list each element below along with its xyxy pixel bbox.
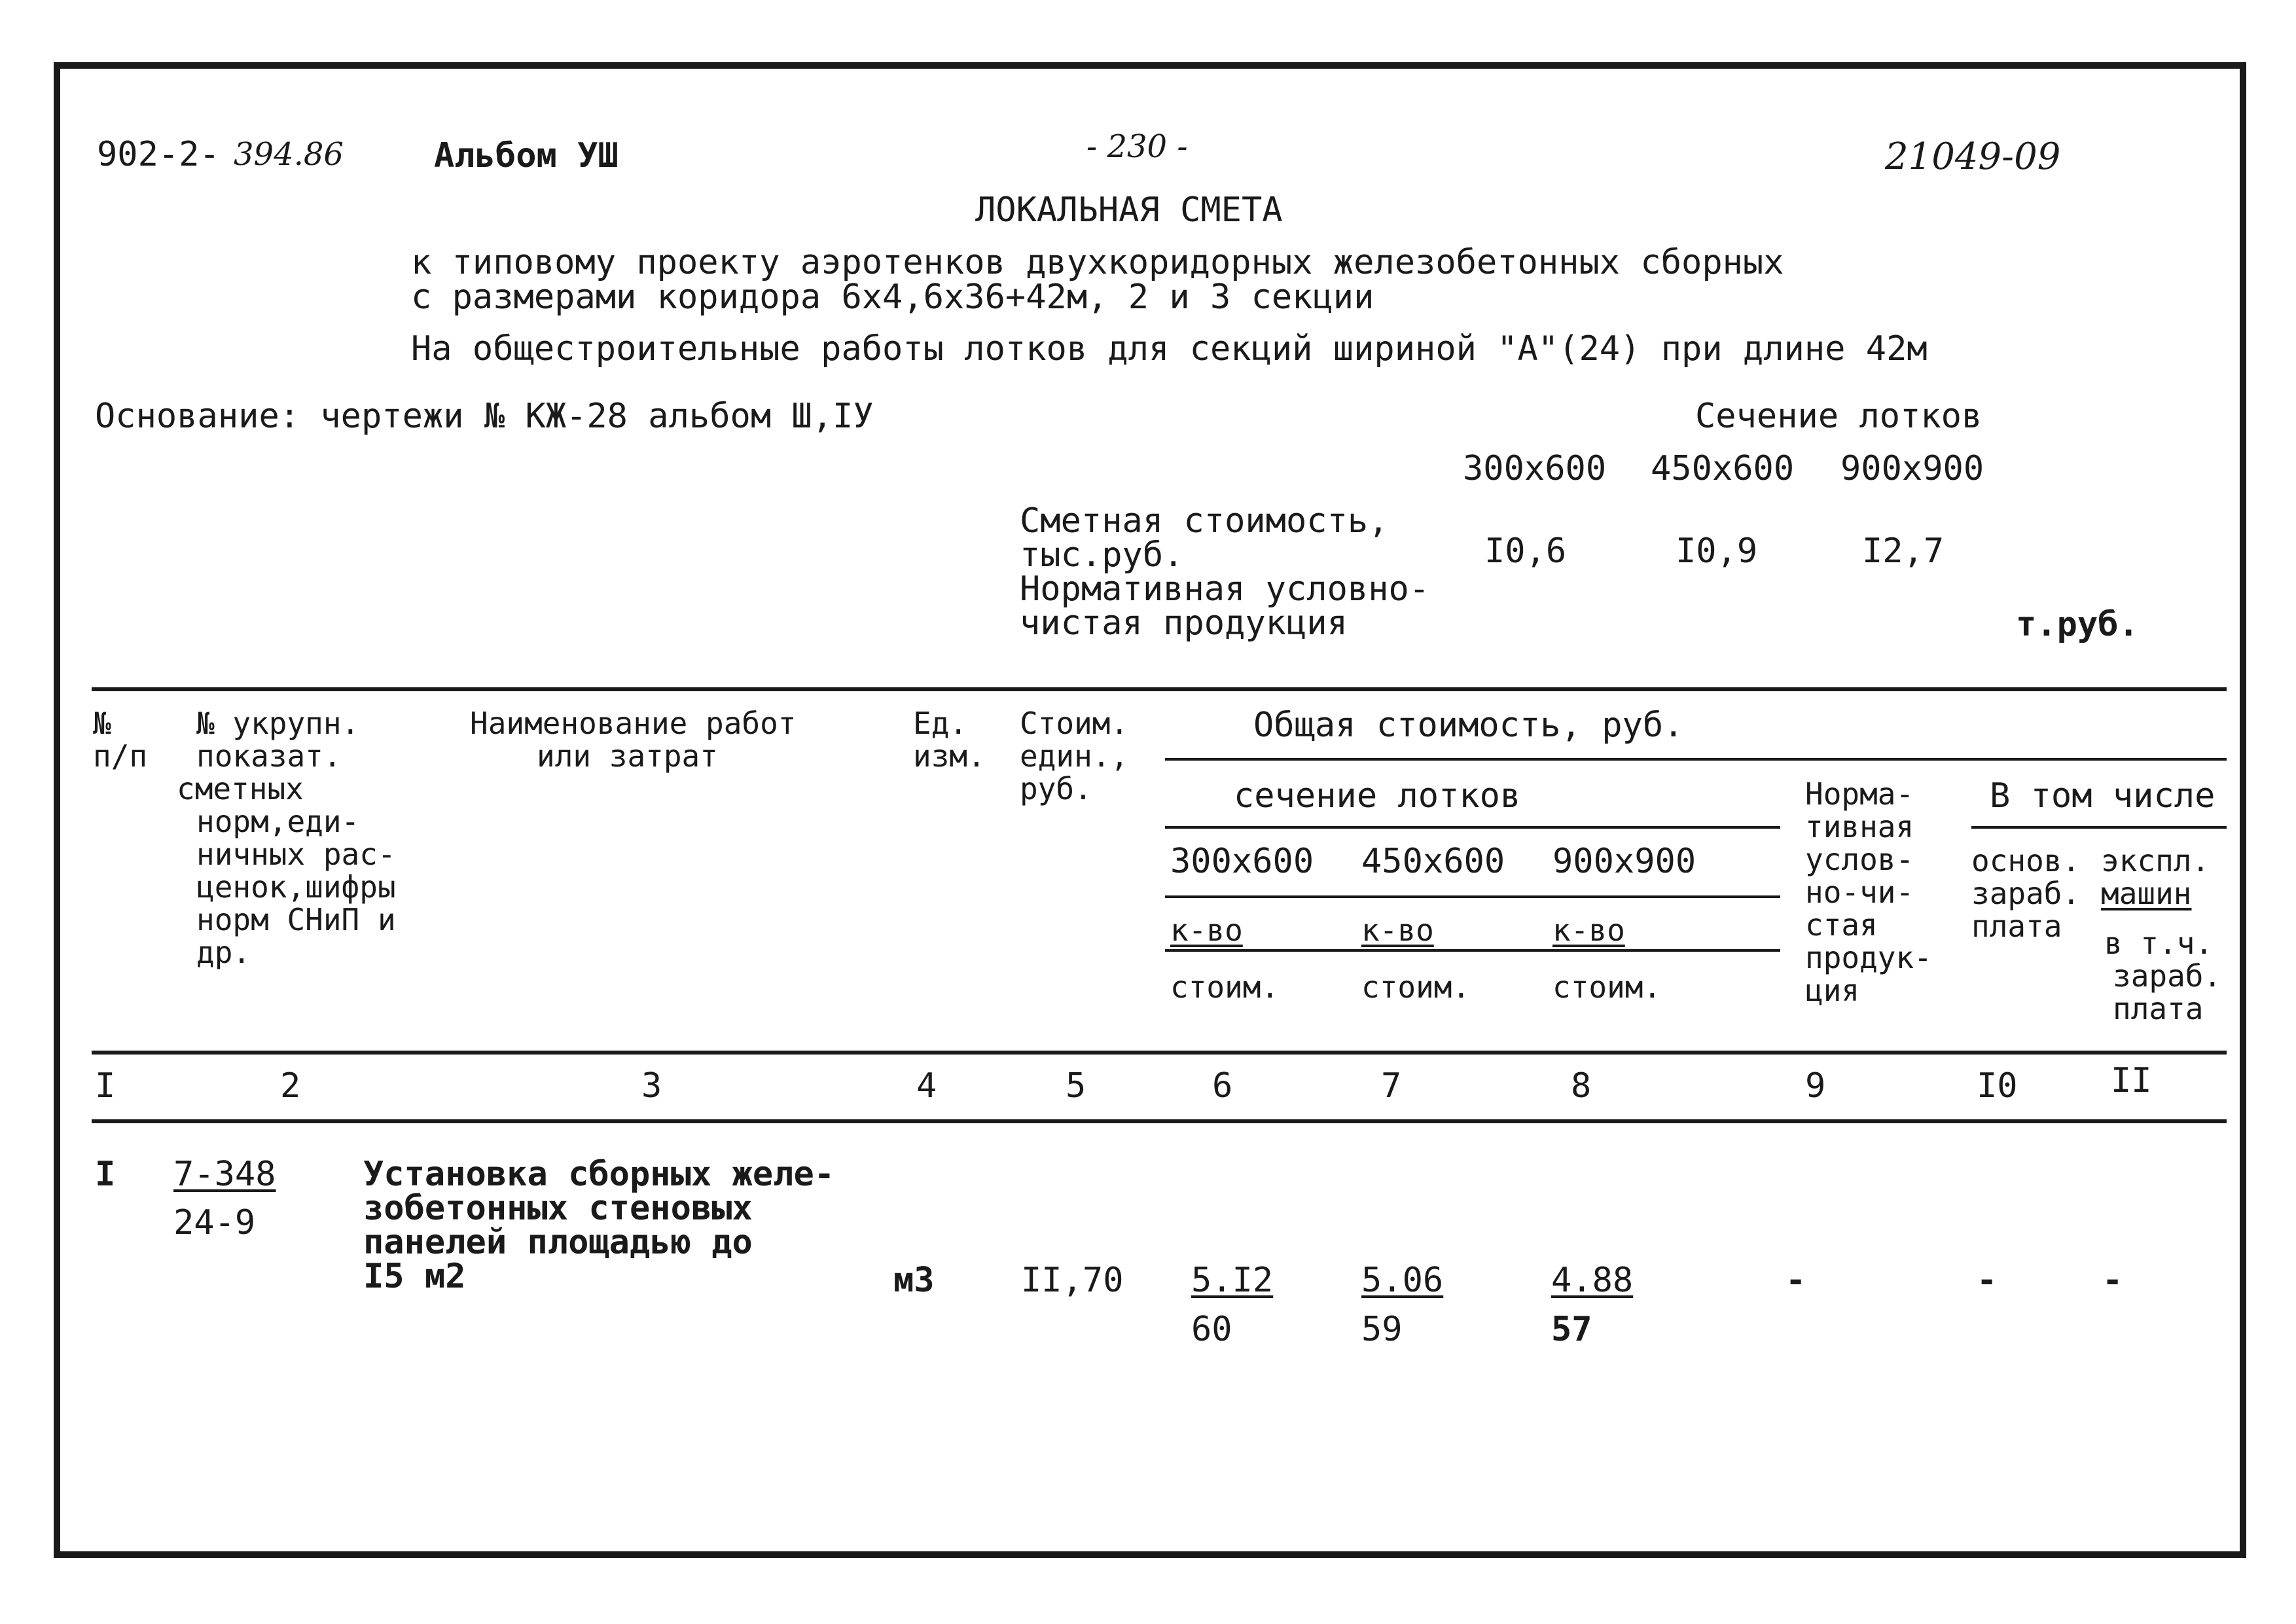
hdr-c9-line6: продук-	[1805, 940, 1932, 975]
row-name-line1: Установка сборных желе-	[363, 1155, 835, 1194]
colnum-7: 7	[1381, 1066, 1402, 1106]
hdr-c2-line2: показат.	[196, 738, 342, 774]
hdr-c2-line5: ничных рас-	[196, 837, 396, 872]
row-s1-cost: 60	[1191, 1310, 1232, 1349]
colnum-3: 3	[641, 1066, 662, 1106]
page-number: - 230 -	[1086, 128, 1188, 165]
cost-value-2: I0,9	[1676, 532, 1758, 571]
row-code-bottom: 24-9	[173, 1203, 256, 1242]
hdr-section-group-rule	[1165, 826, 1780, 829]
hdr-c10-line1: основ.	[1971, 843, 2081, 878]
hdr-bottom-rule	[92, 1051, 2227, 1055]
hdr-incl: В том числе	[1990, 776, 2215, 816]
hdr-c11-sub-line2: зараб.	[2113, 958, 2222, 994]
title-line-2: с размерами коридора 6х4,6х36+42м, 2 и 3 секции	[411, 278, 1374, 317]
basis-section-3: 900х900	[1840, 449, 1984, 488]
hdr-section-group: сечение лотков	[1234, 776, 1521, 816]
row-s1-qty: 5.I2	[1191, 1261, 1274, 1300]
hdr-c5-line2: един.,	[1020, 738, 1129, 774]
hdr-c2-line8: др.	[196, 935, 251, 970]
title-line-3: На общестроительные работы лотков для секций шириной "А"(24) при длине 42м	[411, 329, 1928, 369]
hdr-sections-rule	[1165, 895, 1780, 898]
hdr-section-2: 450х600	[1361, 842, 1505, 881]
hdr-c2-line6: ценок,шифры	[196, 869, 396, 905]
hdr-c1-line1: №	[93, 706, 111, 741]
hdr-c11-sub-line3: плата	[2113, 991, 2204, 1026]
colnum-6: 6	[1212, 1066, 1233, 1106]
table-top-rule	[92, 687, 2227, 691]
hdr-c2-line7: норм СНиП и	[196, 902, 396, 937]
hdr-total-cost: Общая стоимость, руб.	[1253, 706, 1684, 745]
series-handwritten: 394.86	[234, 136, 344, 173]
hdr-c11-line1: экспл.	[2101, 843, 2210, 878]
hdr-incl-rule	[1971, 826, 2227, 829]
norm-label-1: Нормативная условно-	[1020, 569, 1430, 609]
hdr-c3-line1: Наименование работ	[470, 706, 797, 741]
row-number: I	[95, 1155, 116, 1194]
hdr-c10-line2: зараб.	[1971, 876, 2081, 911]
row-name-line4: I5 м2	[363, 1257, 466, 1296]
row-unit: м3	[893, 1261, 935, 1300]
cost-value-3: I2,7	[1862, 532, 1945, 571]
hdr-c9-line4: но-чи-	[1805, 875, 1914, 910]
page-title: ЛОКАЛЬНАЯ СМЕТА	[975, 190, 1283, 230]
hdr-c2-line1: № укрупн.	[196, 706, 360, 741]
section-label: Сечение лотков	[1695, 397, 1982, 436]
hdr-total-cost-rule	[1165, 758, 2227, 761]
hdr-qty-1: к-во	[1170, 912, 1243, 948]
basis-section-2: 450х600	[1651, 449, 1795, 488]
title-line-1: к типовому проекту аэротенков двухкоридорных железобетонных сборных	[411, 243, 1784, 282]
hdr-c3-line2: или затрат	[537, 738, 718, 774]
row-norm: -	[1785, 1261, 1806, 1300]
hdr-c5-line1: Стоим.	[1020, 706, 1129, 741]
hdr-cost-2: стоим.	[1361, 969, 1471, 1005]
colnum-10: I0	[1977, 1066, 2018, 1106]
hdr-cost-1: стоим.	[1170, 969, 1280, 1005]
hdr-c2-line3: сметных	[177, 771, 304, 806]
hdr-qty-2: к-во	[1361, 912, 1434, 948]
series-number: 902-2-	[97, 135, 220, 174]
basis-label: Основание: чертежи № КЖ-28 альбом Ш,IУ	[95, 397, 874, 436]
cost-value-1: I0,6	[1484, 532, 1567, 571]
hdr-qty-rule	[1165, 949, 1780, 952]
norm-unit: т.руб.	[2016, 605, 2139, 644]
row-c11: -	[2102, 1261, 2123, 1300]
hdr-c11-line2: машин	[2101, 876, 2192, 911]
row-c10: -	[1977, 1261, 1998, 1300]
hdr-c10-line3: плата	[1971, 909, 2062, 944]
cost-label-1: Сметная стоимость,	[1020, 501, 1389, 541]
row-s3-cost: 57	[1551, 1310, 1592, 1349]
colnum-4: 4	[916, 1066, 937, 1106]
colnum-5: 5	[1066, 1066, 1086, 1106]
row-unit-cost: II,70	[1021, 1261, 1124, 1300]
hdr-c9-line5: стая	[1805, 907, 1878, 943]
colnum-2: 2	[280, 1066, 301, 1106]
colnum-1: I	[95, 1066, 116, 1106]
hdr-c9-line2: тивная	[1805, 809, 1914, 844]
hdr-c4-line2: изм.	[913, 738, 986, 774]
hdr-c2-line4: норм,еди-	[196, 804, 360, 839]
row-name-line2: зобетонных стеновых	[363, 1189, 753, 1228]
basis-section-1: 300х600	[1463, 449, 1607, 488]
cost-label-2: тыс.руб.	[1020, 535, 1184, 575]
hdr-c9-line1: Норма-	[1805, 776, 1914, 812]
colnum-bottom-rule	[92, 1119, 2227, 1123]
hdr-c1-line2: п/п	[93, 738, 148, 774]
hdr-c4-line1: Ед.	[913, 706, 968, 741]
row-s3-qty: 4.88	[1551, 1261, 1634, 1300]
norm-label-2: чистая продукция	[1020, 604, 1348, 643]
colnum-11: II	[2111, 1061, 2152, 1100]
hdr-c11-sub-line1: в т.ч.	[2104, 926, 2214, 961]
album-label: Альбом УШ	[434, 136, 619, 175]
document-code: 21049-09	[1885, 135, 2061, 178]
hdr-section-1: 300х600	[1170, 842, 1314, 881]
hdr-c5-line3: руб.	[1020, 771, 1092, 806]
hdr-section-3: 900х900	[1552, 842, 1696, 881]
row-name-line3: панелей площадью до	[363, 1223, 753, 1262]
row-s2-cost: 59	[1361, 1310, 1403, 1349]
hdr-c9-line3: услов-	[1805, 842, 1914, 877]
hdr-qty-3: к-во	[1552, 912, 1625, 948]
colnum-8: 8	[1571, 1066, 1592, 1106]
row-code-top: 7-348	[173, 1155, 276, 1194]
colnum-9: 9	[1805, 1066, 1826, 1106]
hdr-c9-line7: ция	[1805, 973, 1860, 1008]
row-s2-qty: 5.06	[1361, 1261, 1444, 1300]
hdr-cost-3: стоим.	[1552, 969, 1662, 1005]
